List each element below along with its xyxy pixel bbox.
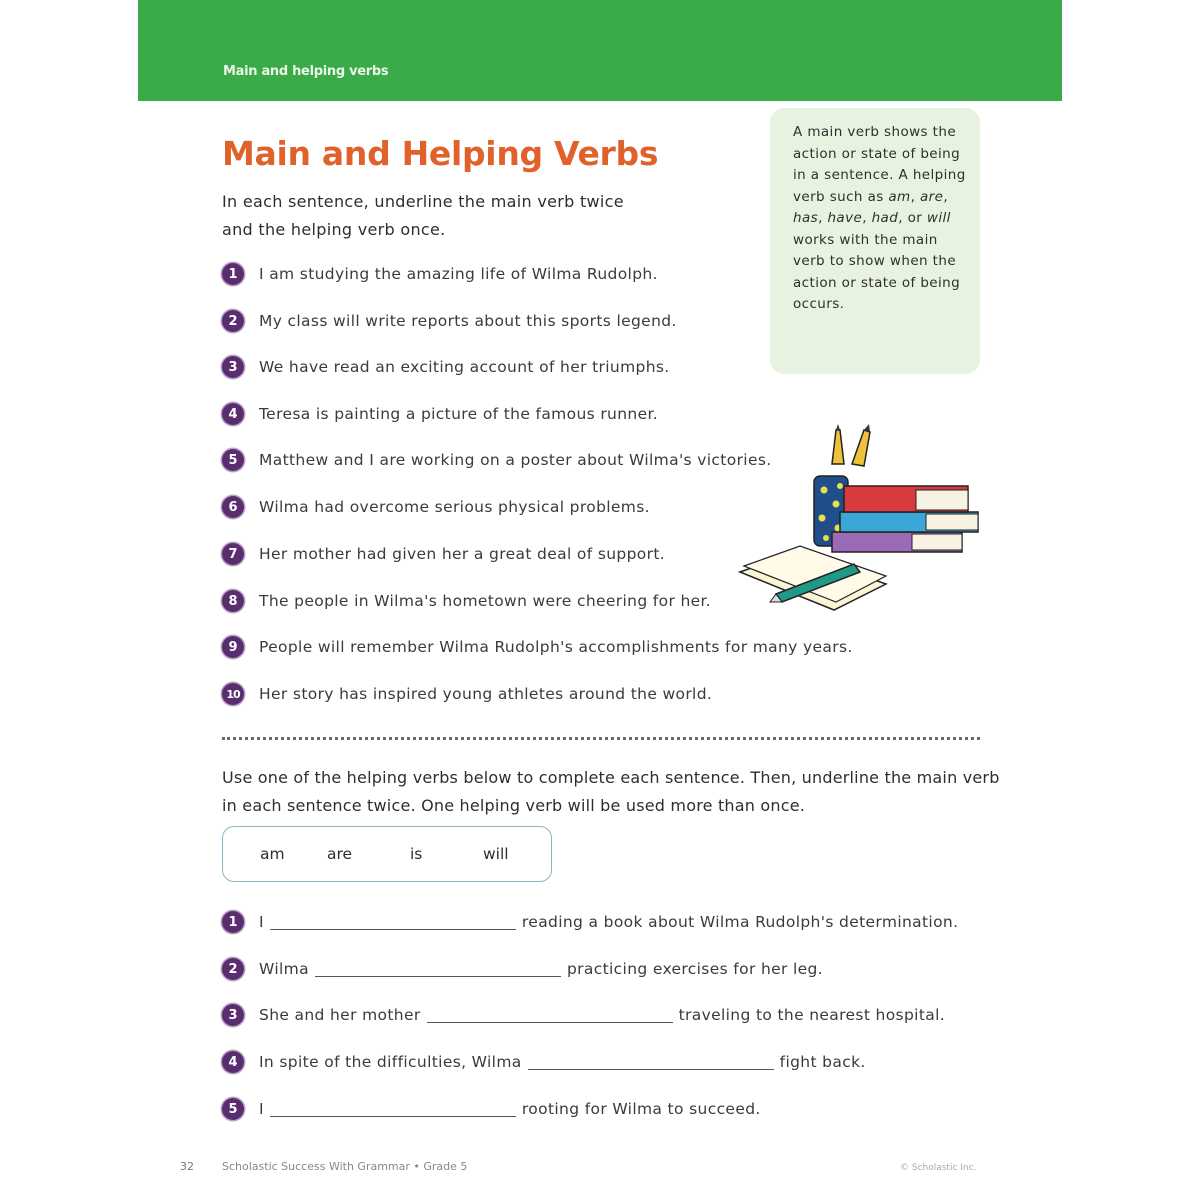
tip-example: am (888, 188, 911, 205)
list-item (222, 494, 650, 520)
word-bank-item: are (327, 845, 353, 863)
sentence: We have read an exciting account of her triumphs. (259, 358, 670, 376)
number-badge: 1 (222, 911, 244, 933)
header-banner (138, 0, 1062, 101)
instructions-part2: Use one of the helping verbs below to complete each sentence. Then, underline the main verb in each sentence twice. One helping verb will be used more than once. (222, 768, 1000, 815)
list-item (222, 588, 711, 614)
tip-text: A main verb shows the action or state of being in a sentence. A helping verb such as am, are, has, have, had, or will works with the main verb to show when the action or state of being occurs. (793, 124, 966, 312)
word-bank (222, 826, 552, 882)
book-title: Scholastic Success With Grammar • Grade 5 (222, 1160, 468, 1173)
sentence-end: practicing exercises for her leg. (566, 960, 824, 978)
tip-example: has (793, 210, 819, 226)
fill-in-item (222, 956, 823, 982)
sentence-end: reading a book about Wilma Rudolph's determination. (521, 913, 959, 931)
sentence: People will remember Wilma Rudolph's accomplishments for many years. (259, 638, 853, 656)
instructions-part1: In each sentence, underline the main verb twice and the helping verb once. (222, 192, 624, 239)
list-item (222, 634, 853, 660)
sentence: My class will write reports about this sports legend. (259, 312, 677, 330)
sentence: Her story has inspired young athletes around the world. (259, 685, 713, 703)
fill-in-item (222, 1096, 761, 1122)
worksheet-page (138, 0, 1062, 1200)
sentence-start: Wilma (259, 960, 309, 978)
number-badge: 8 (222, 590, 244, 612)
number-badge: 1 (222, 263, 244, 285)
answer-blank[interactable] (315, 962, 561, 977)
number-badge: 3 (222, 1004, 244, 1026)
sentence: The people in Wilma's hometown were cheering for her. (259, 592, 712, 610)
tip-text-line1: A main verb shows the action or state of being in a sentence. A helping verb such as (793, 124, 966, 205)
list-item (222, 541, 665, 567)
fill-in-item (222, 909, 958, 935)
number-badge: 4 (222, 403, 244, 425)
sentence-start: I (259, 913, 264, 931)
number-badge: 10 (222, 683, 244, 705)
sentence: Teresa is painting a picture of the famous runner. (259, 405, 659, 423)
word-bank-item: am (260, 845, 285, 863)
number-badge: 5 (222, 1098, 244, 1120)
sentence-end: fight back. (779, 1053, 866, 1071)
list-item (222, 681, 712, 707)
word-bank-item: is (410, 845, 423, 863)
sentence: I am studying the amazing life of Wilma Rudolph. (259, 265, 658, 283)
answer-blank[interactable] (528, 1055, 774, 1070)
fill-in-item (222, 1049, 866, 1075)
sentence-start: In spite of the difficulties, Wilma (259, 1053, 522, 1071)
tip-text-line2: works with the main verb to show when the action or state of being occurs. (793, 231, 961, 312)
page-title: Main and Helping Verbs (222, 134, 659, 173)
list-item (222, 447, 772, 473)
list-item (222, 354, 670, 380)
tip-example: have (827, 210, 863, 226)
tip-example: will (926, 210, 951, 226)
sentence-start: She and her mother (259, 1006, 421, 1024)
number-badge: 7 (222, 543, 244, 565)
tip-example: are (920, 188, 944, 205)
section-divider (222, 737, 980, 740)
number-badge: 6 (222, 496, 244, 518)
books-pencils-illustration (736, 424, 982, 614)
number-badge: 3 (222, 356, 244, 378)
list-item (222, 261, 658, 287)
number-badge: 4 (222, 1051, 244, 1073)
copyright: © Scholastic Inc. (900, 1163, 977, 1173)
number-badge: 5 (222, 449, 244, 471)
word-bank-item: will (483, 845, 509, 863)
answer-blank[interactable] (270, 1102, 516, 1117)
sentence-start: I (259, 1100, 264, 1118)
banner-label: Main and helping verbs (223, 64, 389, 79)
list-item (222, 308, 677, 334)
answer-blank[interactable] (427, 1008, 673, 1023)
sentence-end: traveling to the nearest hospital. (678, 1006, 946, 1024)
sentence: Matthew and I are working on a poster about Wilma's victories. (259, 451, 772, 469)
number-badge: 9 (222, 636, 244, 658)
number-badge: 2 (222, 958, 244, 980)
list-item (222, 401, 658, 427)
page-number: 32 (180, 1160, 194, 1173)
sentence-end: rooting for Wilma to succeed. (521, 1100, 761, 1118)
fill-in-item (222, 1002, 945, 1028)
answer-blank[interactable] (270, 915, 516, 930)
sentence: Wilma had overcome serious physical problems. (259, 498, 650, 516)
sentence: Her mother had given her a great deal of support. (259, 545, 666, 563)
tip-example: had (871, 210, 899, 226)
tip-box (770, 108, 980, 374)
number-badge: 2 (222, 310, 244, 332)
